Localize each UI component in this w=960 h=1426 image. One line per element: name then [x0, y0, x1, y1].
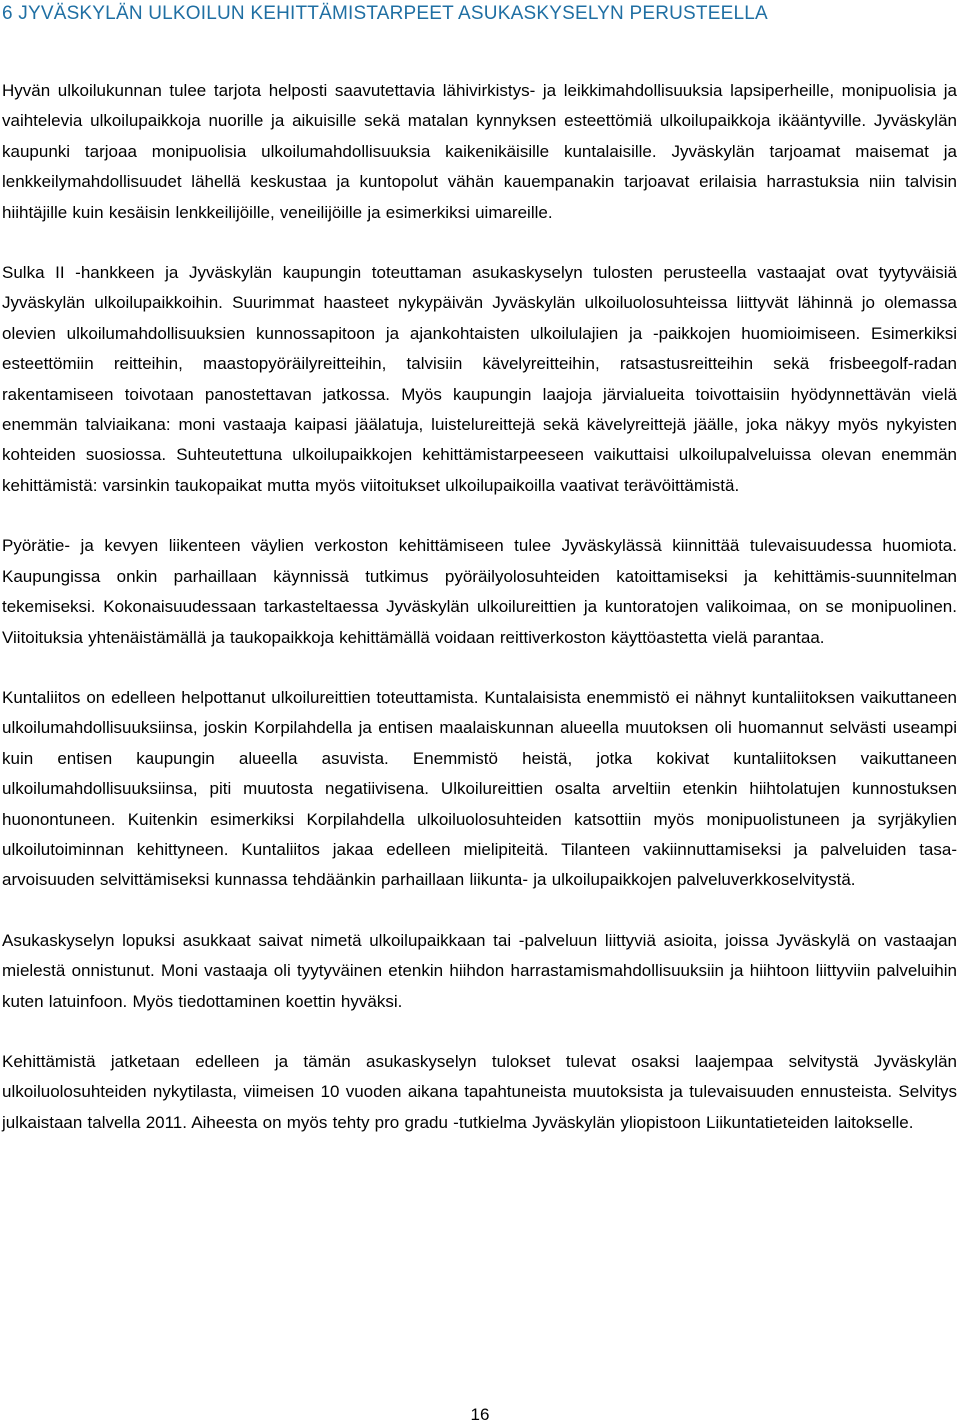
paragraph-survey-results: Sulka II -hankkeen ja Jyväskylän kaupungin toteuttaman asukaskyselyn tulosten perusteella vastaajat ovat tyytyväisiä Jyväskylän ulkoilupaikkoihin. Suurimmat haasteet nykypäivän Jyväskylän ulkoiluolosuhteissa liittyvät lähinnä jo olemassa olevien ulkoilumahdollisuuksien kunnossapitoon ja ajankohtaisten ulkoilulajien ja -paikkojen huomioimiseen. Esimerkiksi esteettömiin reitteihin, maastopyöräilyreitteihin, talvisiin kävelyreitteihin, ratsastusreitteihin sekä frisbeegolf-radan rakentamiseen toivotaan panostettavan jatkossa. Myös kaupungin laajoja järvialueita toivottaisiin hyödynnettävän vielä enemmän talviaikana: moni vastaaja kaipasi jäälatuja, luistelureittejä sekä kävelyreittejä jäälle, joka näkyy myös nykyisten kohteiden suosiossa. Suhteutettuna ulkoilupaikkojen kehittämistarpeeseen vaikuttaisi ulkoilupalveluissa olevan enemmän kehittämistä: varsinkin taukopaikat mutta myös viitoitukset ulkoilupaikoilla vaativat terävöittämistä.: [2, 263, 957, 495]
paragraph-intro: Hyvän ulkoilukunnan tulee tarjota helposti saavutettavia lähivirkistys- ja leikkimahdollisuuksia lapsiperheille, monipuolisia ja vaihtelevia ulkoilupaikkoja nuorille ja aikuisille sekä matalan kynnyksen esteettömiä ulkoilupaikkoja ikääntyville. Jyväskylän kaupunki tarjoaa monipuolisia ulkoilumahdollisuuksia kaikenikäisille kuntalaisille. Jyväskylän tarjoamat maisemat ja lenkkeilymahdollisuudet lähellä keskustaa ja kuntopolut vähän kauempanakin tarjoavat erilaisia harrastuksia niin talvisin hiihtäjille kuin kesäisin lenkkeilijöille, veneilijöille ja esimerkiksi uimareille.: [2, 81, 957, 222]
paragraph-cycling-network: Pyörätie- ja kevyen liikenteen väylien verkoston kehittämiseen tulee Jyväskylässä kiinnittää tulevaisuudessa huomiota. Kaupungissa onkin parhaillaan käynnissä tutkimus pyöräilyolosuhteiden katoittamiseksi ja kehittämis-suunnitelman tekemiseksi. Kokonaisuudessaan tarkasteltaessa Jyväskylän ulkoilureittien ja kuntoratojen valikoimaa, on se monipuolinen. Viitoituksia yhtenäistämällä ja taukopaikkoja kehittämällä voidaan reittiverkoston käyttöastetta vielä parantaa.: [2, 536, 957, 647]
paragraph-successes: Asukaskyselyn lopuksi asukkaat saivat nimetä ulkoilupaikkaan tai -palveluun liittyviä asioita, joissa Jyväskylä on vastaajan mielestä onnistunut. Moni vastaaja oli tyytyväinen etenkin hiihdon harrastamismahdollisuuksiin ja hiihtoon liittyviin palveluihin kuten latuinfoon. Myös tiedottaminen koettin hyväksi.: [2, 930, 957, 1011]
page-number: 16: [470, 1405, 490, 1424]
paragraph-municipal-merger: Kuntaliitos on edelleen helpottanut ulkoilureittien toteuttamista. Kuntalaisista enemmistö ei nähnyt kuntaliitoksen vaikuttaneen ulkoilumahdollisuuksiinsa, joskin Korpilahdella ja entisen maalaiskunnan alueella muutoksen oli huomannut selvästi useampi kuin entisen kaupungin alueella asuvista. Enemmistö heistä, jotka kokivat kuntaliitoksen vaikuttaneen ulkoilumahdollisuuksiinsa, piti muutosta negatiivisena. Ulkoilureittien osalta arveltiin etenkin hiihtolatujen kunnostuksen huonontuneen. Kuitenkin esimerkiksi Korpilahdella ulkoiluolosuhteiden katsottiin myös monipuolistuneen ja syrjäkylien ulkoilutoiminnan kehittyneen. Kuntaliitos jakaa edelleen mielipiteitä. Tilanteen vakiinnuttamiseksi ja palveluiden tasa-arvoisuuden selvittämiseksi kunnassa tehdäänkin parhaillaan liikunta- ja ulkoilupaikkojen palveluverkkoselvitystä.: [2, 687, 957, 890]
paragraph-further-development: Kehittämistä jatketaan edelleen ja tämän asukaskyselyn tulokset tulevat osaksi laajempaa selvitystä Jyväskylän ulkoiluolosuhteiden nykytilasta, viimeisen 10 vuoden aikana tapahtuneista muutoksista ja tulevaisuuden ennusteista. Selvitys julkaistaan talvella 2011. Aiheesta on myös tehty pro gradu -tutkielma Jyväskylän yliopistoon Liikuntatieteiden laitokselle.: [2, 1051, 957, 1132]
section-heading: 6 JYVÄSKYLÄN ULKOILUN KEHITTÄMISTARPEET ASUKASKYSELYN PERUSTEELLA: [2, 3, 768, 24]
